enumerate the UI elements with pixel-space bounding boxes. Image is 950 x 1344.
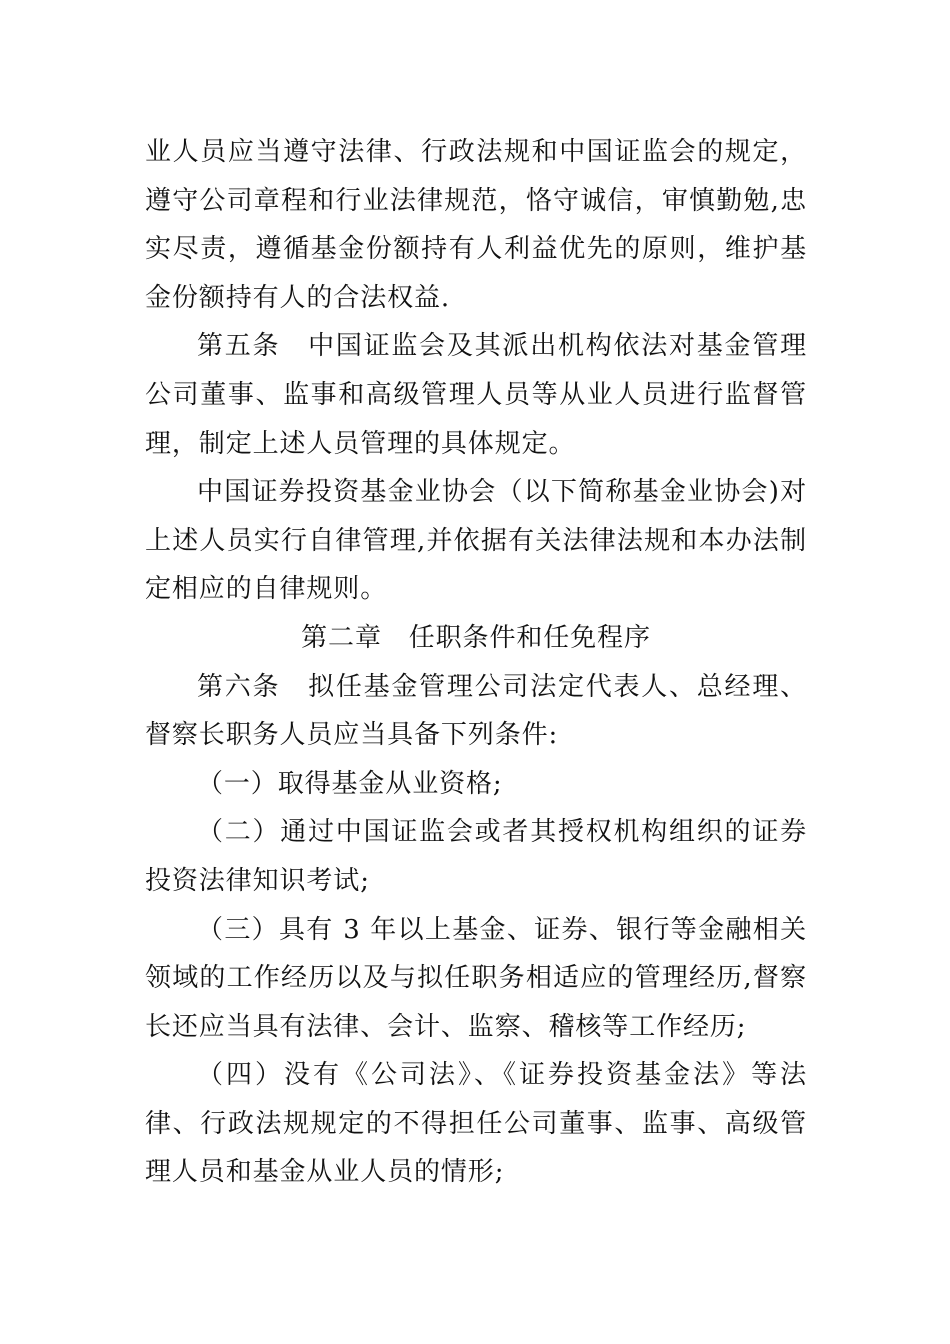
document-body: [145, 128, 807, 1197]
list-item-2: （二）通过中国证监会或者其授权机构组织的证券投资法律知识考试;: [145, 817, 807, 896]
paragraph-article-5: 第五条 中国证监会及其派出机构依法对基金管理公司董事、监事和高级管理人员等从业人员进行监督管理，制定上述人员管理的具体规定。: [145, 331, 807, 459]
paragraph-continuation: 业人员应当遵守法律、行政法规和中国证监会的规定，遵守公司章程和行业法律规范，恪守诚信，审慎勤勉,忠实尽责，遵循基金份额持有人利益优先的原则，维护基金份额持有人的合法权益.: [145, 137, 807, 313]
list-item-4: （四）没有《公司法》、《证券投资基金法》等法律、行政法规规定的不得担任公司董事、监事、高级管理人员和基金从业人员的情形;: [145, 1060, 807, 1188]
paragraph-association: 中国证券投资基金业协会（以下简称基金业协会)对上述人员实行自律管理,并依据有关法律法规和本办法制定相应的自律规则。: [145, 477, 807, 605]
list-item-3: （三）具有 3 年以上基金、证券、银行等金融相关领域的工作经历以及与拟任职务相适应的管理经历,督察长还应当具有法律、会计、监察、稽核等工作经历;: [145, 914, 807, 1042]
paragraph-article-6: 第六条 拟任基金管理公司法定代表人、总经理、督察长职务人员应当具备下列条件:: [145, 671, 807, 751]
chapter-heading: 第二章 任职条件和任免程序: [301, 622, 651, 653]
list-item-1: （一）取得基金从业资格;: [197, 768, 503, 799]
